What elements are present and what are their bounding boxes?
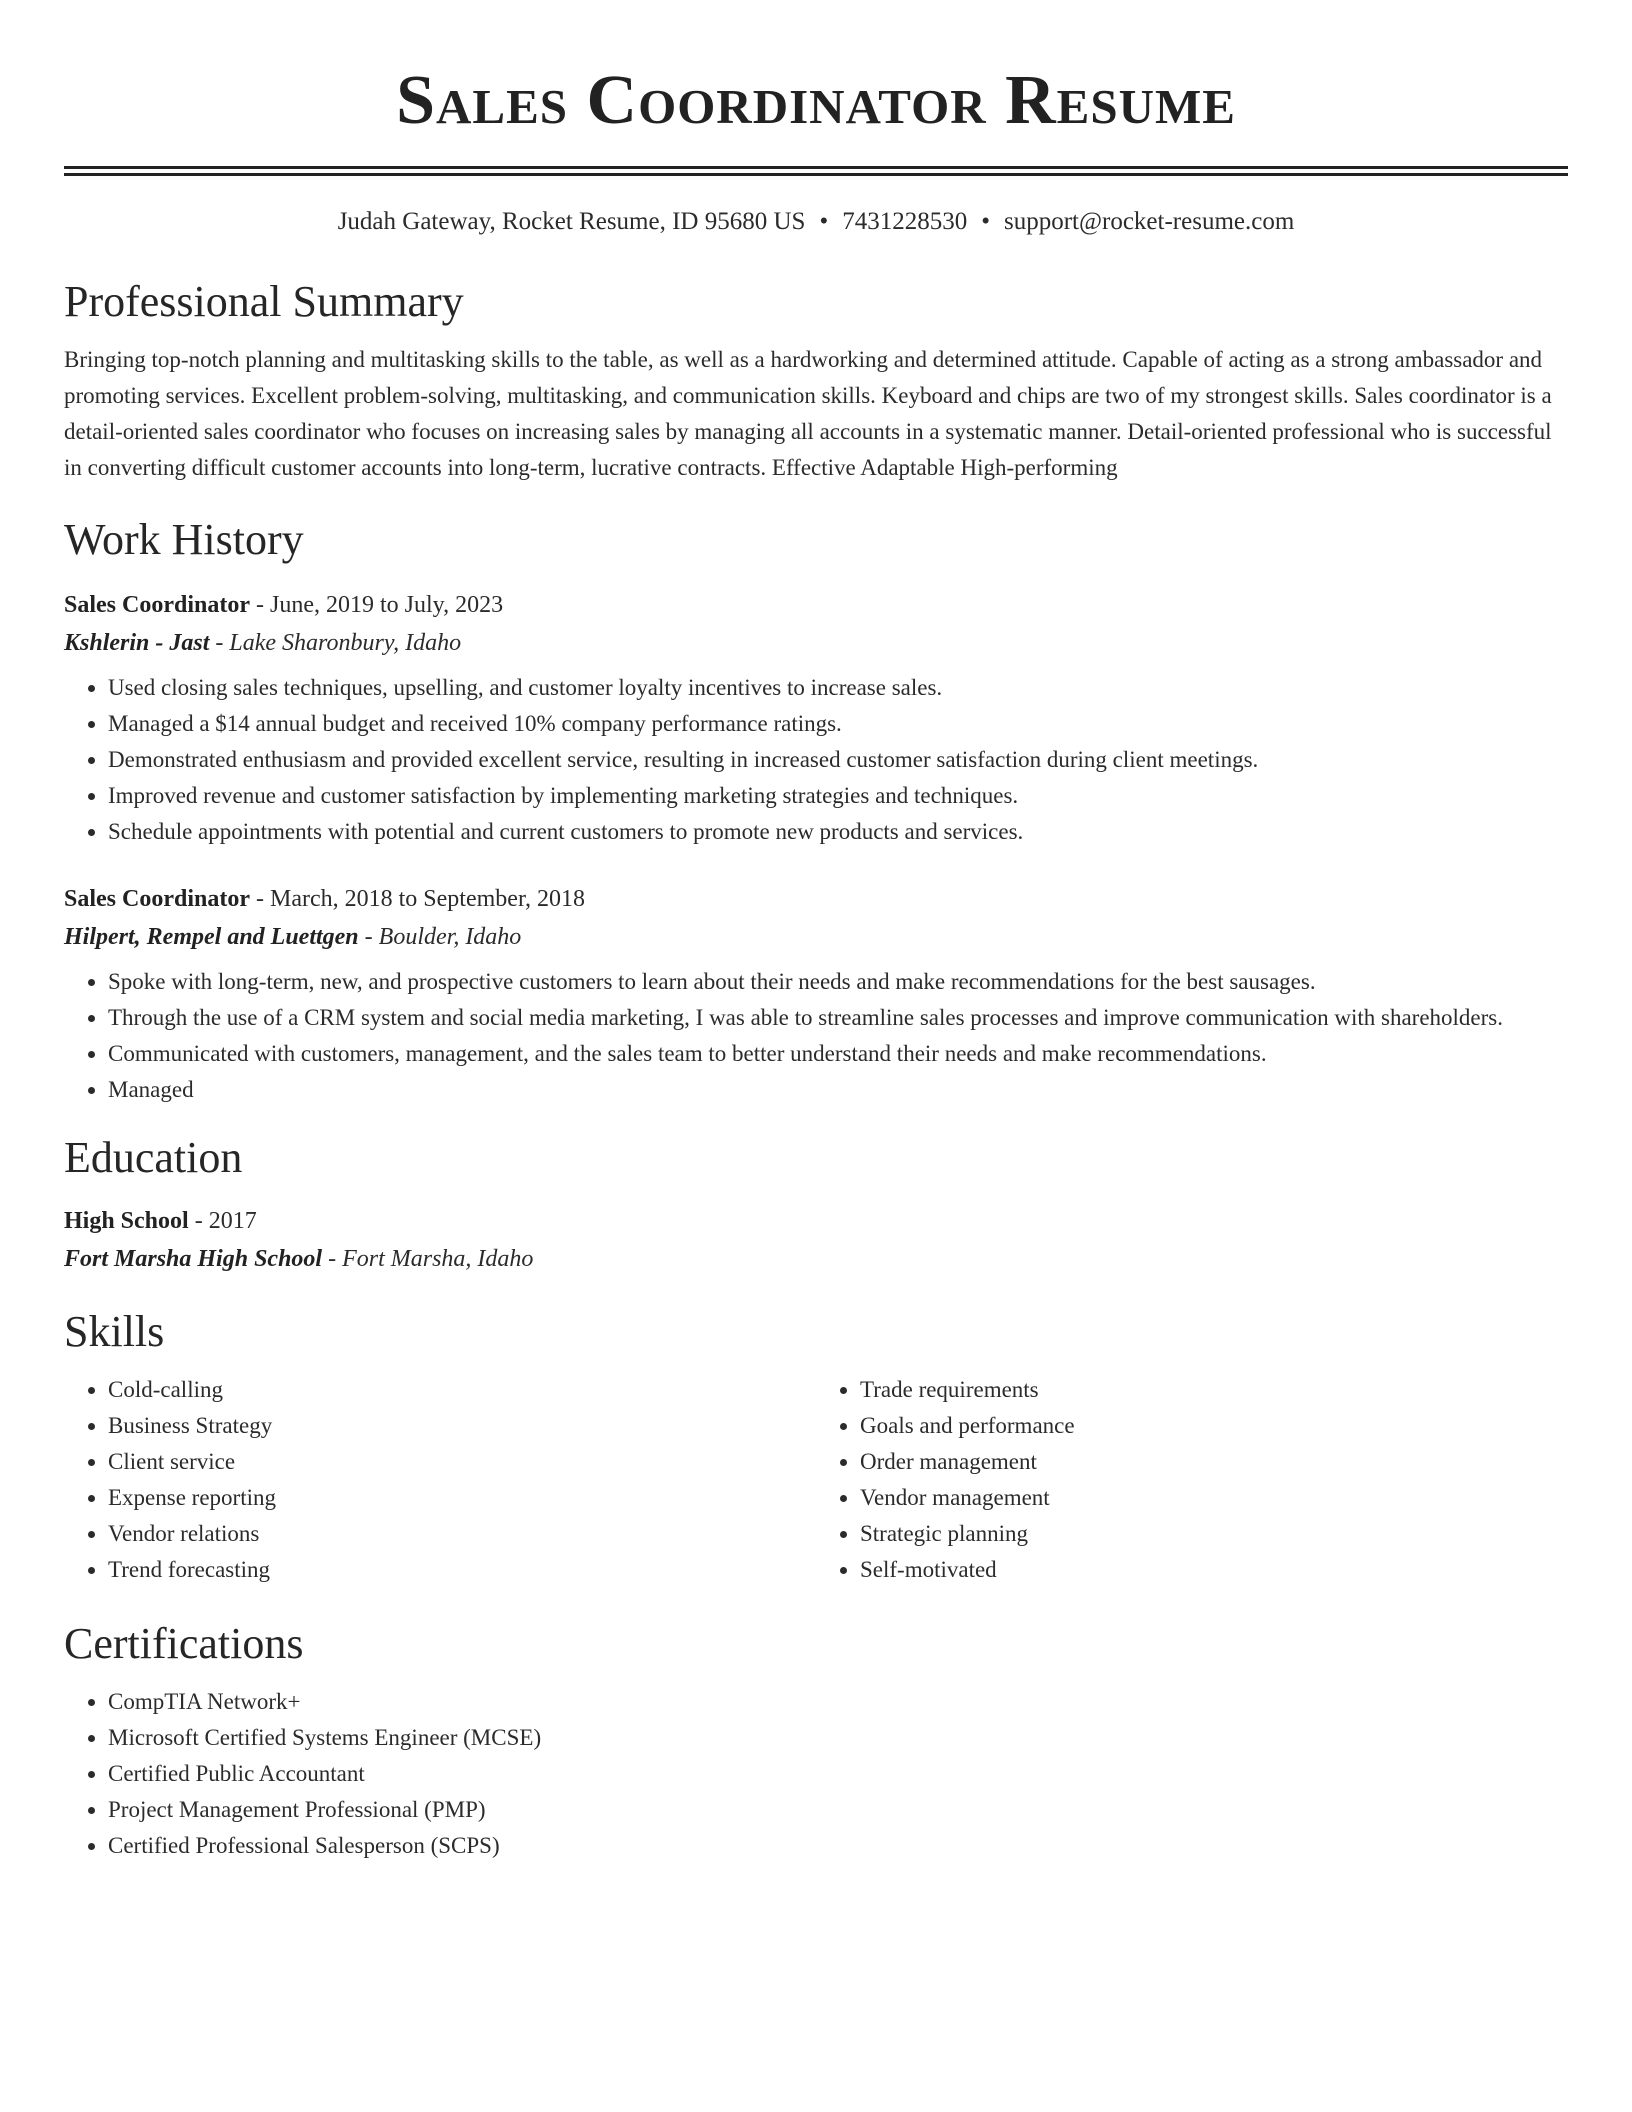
certifications-heading: Certifications bbox=[64, 1619, 304, 1668]
job-bullet: • Managed a $14 annual budget and received 10% company performance ratings. bbox=[108, 706, 1568, 742]
skill-item: • Order management bbox=[860, 1444, 1568, 1480]
resume-title: Sales Coordinator Resume bbox=[396, 62, 1236, 139]
contact-line bbox=[64, 206, 1568, 238]
job-title-line: Sales Coordinator - March, 2018 to September, 2018 bbox=[64, 886, 585, 912]
summary-text: Bringing top-notch planning and multitasking skills to the table, as well as a hardworking and determined attitude. Capable of acting as a strong ambassador and promoting services. Excellent problem-solving, multitasking, and communication skills. Keyboard and chips are two of my strongest skills. Sales coordinator is a detail-oriented sales coordinator who focuses on increasing sales by managing all accounts in a systematic manner. Detail-oriented professional who is successful in converting difficult customer accounts into long-term, lucrative contracts. Effective Adaptable High-performing bbox=[64, 347, 1552, 480]
job-entry bbox=[64, 880, 1568, 1108]
contact-separator: • bbox=[819, 208, 829, 235]
contact-email: support@rocket-resume.com bbox=[1003, 208, 1295, 235]
skills-grid bbox=[64, 1372, 1568, 1588]
skill-item: • Trend forecasting bbox=[108, 1552, 816, 1588]
job-company: Kshlerin - Jast bbox=[64, 630, 210, 656]
education-school: Fort Marsha High School bbox=[64, 1246, 323, 1272]
job-bullets bbox=[64, 964, 1568, 1108]
skill-item: • Goals and performance bbox=[860, 1408, 1568, 1444]
job-entry bbox=[64, 586, 1568, 850]
job-bullet: • Demonstrated enthusiasm and provided excellent service, resulting in increased customer satisfaction during client meetings. bbox=[108, 742, 1568, 778]
job-bullet: • Through the use of a CRM system and social media marketing, I was able to streamline sales processes and improve communication with shareholders. bbox=[108, 1000, 1568, 1036]
education-degree-line: High School - 2017 bbox=[64, 1208, 257, 1234]
skill-item: • Trade requirements bbox=[860, 1372, 1568, 1408]
job-bullets bbox=[64, 670, 1568, 850]
skill-item: • Cold-calling bbox=[108, 1372, 816, 1408]
certification-item: • Microsoft Certified Systems Engineer (MCSE) bbox=[108, 1720, 1568, 1756]
job-location: Lake Sharonbury, Idaho bbox=[229, 630, 462, 656]
education-entry bbox=[64, 1202, 1568, 1278]
education-heading: Education bbox=[64, 1133, 243, 1182]
skill-item: • Expense reporting bbox=[108, 1480, 816, 1516]
skill-item: • Client service bbox=[108, 1444, 816, 1480]
job-bullet: • Schedule appointments with potential and current customers to promote new products and services. bbox=[108, 814, 1568, 850]
job-company-line: Kshlerin - Jast - Lake Sharonbury, Idaho bbox=[64, 630, 462, 656]
contact-address: Judah Gateway, Rocket Resume, ID 95680 US bbox=[337, 208, 806, 235]
job-bullet: • Managed bbox=[108, 1072, 1568, 1108]
summary-section bbox=[64, 276, 1568, 486]
skills-section bbox=[64, 1306, 1568, 1588]
job-title-line: Sales Coordinator - June, 2019 to July, 2023 bbox=[64, 592, 504, 618]
skills-column-left bbox=[64, 1372, 816, 1588]
skill-item: • Vendor relations bbox=[108, 1516, 816, 1552]
certification-item: • Project Management Professional (PMP) bbox=[108, 1792, 1568, 1828]
job-dates: March, 2018 to September, 2018 bbox=[270, 886, 585, 912]
job-company-line: Hilpert, Rempel and Luettgen - Boulder, Idaho bbox=[64, 924, 522, 950]
contact-phone: 7431228530 bbox=[842, 208, 968, 235]
skills-column-right bbox=[816, 1372, 1568, 1588]
summary-heading: Professional Summary bbox=[64, 277, 464, 326]
certifications-section bbox=[64, 1618, 1568, 1864]
education-degree: High School bbox=[64, 1208, 189, 1234]
certification-item: • Certified Professional Salesperson (SCPS) bbox=[108, 1828, 1568, 1864]
education-year: 2017 bbox=[208, 1208, 257, 1234]
skill-item: • Strategic planning bbox=[860, 1516, 1568, 1552]
education-school-line: Fort Marsha High School - Fort Marsha, Idaho bbox=[64, 1246, 534, 1272]
skill-item: • Business Strategy bbox=[108, 1408, 816, 1444]
title-divider bbox=[64, 166, 1568, 176]
work-history-heading: Work History bbox=[64, 515, 304, 564]
education-section bbox=[64, 1132, 1568, 1278]
job-title: Sales Coordinator bbox=[64, 592, 250, 618]
job-location: Boulder, Idaho bbox=[378, 924, 522, 950]
job-title: Sales Coordinator bbox=[64, 886, 250, 912]
job-company: Hilpert, Rempel and Luettgen bbox=[64, 924, 359, 950]
skill-item: • Vendor management bbox=[860, 1480, 1568, 1516]
certifications-list bbox=[64, 1684, 1568, 1864]
job-dates: June, 2019 to July, 2023 bbox=[270, 592, 504, 618]
job-bullet: • Spoke with long-term, new, and prospective customers to learn about their needs and make recommendations for the best sausages. bbox=[108, 964, 1568, 1000]
skills-heading: Skills bbox=[64, 1307, 165, 1356]
skill-item: • Self-motivated bbox=[860, 1552, 1568, 1588]
job-bullet: • Used closing sales techniques, upselling, and customer loyalty incentives to increase sales. bbox=[108, 670, 1568, 706]
job-bullet: • Communicated with customers, management, and the sales team to better understand their needs and make recommendations. bbox=[108, 1036, 1568, 1072]
contact-separator: • bbox=[981, 208, 990, 235]
certification-item: • CompTIA Network+ bbox=[108, 1684, 1568, 1720]
job-bullet: • Improved revenue and customer satisfaction by implementing marketing strategies and techniques. bbox=[108, 778, 1568, 814]
certification-item: • Certified Public Accountant bbox=[108, 1756, 1568, 1792]
education-location: Fort Marsha, Idaho bbox=[342, 1246, 534, 1272]
work-history-section bbox=[64, 514, 1568, 1108]
